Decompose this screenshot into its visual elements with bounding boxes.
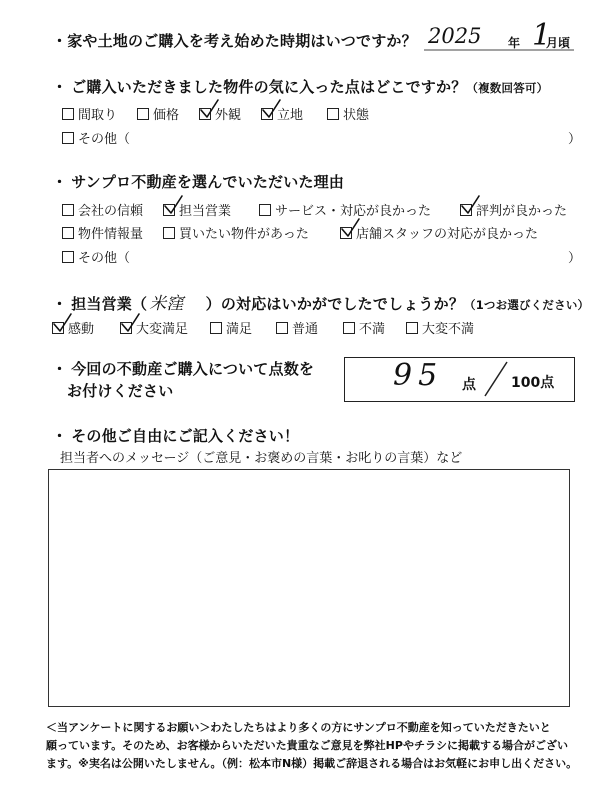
checkbox-other[interactable] [62, 251, 74, 263]
option-label: 不満 [359, 322, 386, 337]
checkmark-icon [261, 99, 281, 119]
checkmark-icon [460, 195, 480, 215]
option-label: 満足 [226, 322, 253, 337]
question-text: サンプロ不動産を選んでいただいた理由 [71, 173, 345, 191]
checkbox[interactable] [163, 227, 175, 239]
checkbox[interactable] [406, 322, 418, 334]
option-q4-4[interactable] [343, 318, 385, 337]
question-score: ・ 今回の不動産ご購入について点数を [52, 360, 315, 378]
option-label: 感動 [68, 322, 95, 337]
question-score-line2: お付けください [67, 382, 174, 400]
option-label: 買いたい物件があった [179, 227, 309, 242]
checkbox-checked[interactable] [340, 227, 352, 239]
other-close-paren: ） [568, 251, 582, 266]
option-label: 外観 [215, 108, 242, 123]
checkbox[interactable] [259, 204, 271, 216]
checkbox-checked[interactable] [52, 322, 64, 334]
option-label: 物件情報量 [78, 227, 144, 242]
other-close-paren: ） [568, 132, 582, 147]
question-liked-points: ・ ご購入いただきました物件の気に入った点はどこですか？（複数回答可） [52, 78, 549, 96]
question-note: （複数回答可） [466, 81, 549, 95]
answer-underline [424, 48, 574, 52]
checkbox-checked[interactable] [163, 204, 175, 216]
option-q4-5[interactable] [406, 318, 474, 337]
option-q3-1[interactable] [163, 200, 231, 219]
option-q4-2[interactable] [210, 318, 252, 337]
option-label: 価格 [153, 108, 180, 123]
option-label: サービス・対応が良かった [275, 204, 432, 219]
checkmark-icon [120, 313, 140, 333]
score-unit: 点 [462, 377, 476, 393]
option-q3-0[interactable] [62, 200, 143, 219]
question-text: ご購入いただきました物件の気に入った点はどこですか？ [71, 78, 467, 96]
year-answer [428, 24, 510, 50]
option-label: 状態 [343, 108, 370, 123]
score-max: 100点 [511, 375, 555, 391]
option-label: 大変不満 [422, 322, 475, 337]
option-q4-1[interactable] [120, 318, 188, 337]
option-label: 店舗スタッフの対応が良かった [356, 227, 539, 242]
option-q2-2[interactable] [199, 104, 241, 123]
comment-box[interactable] [48, 469, 570, 707]
option-q3-6[interactable] [340, 223, 538, 242]
checkbox-other[interactable] [62, 132, 74, 144]
checkmark-icon [199, 99, 219, 119]
option-q2-1[interactable] [137, 104, 179, 123]
option-label: 立地 [277, 108, 304, 123]
checkmark-icon [52, 313, 72, 333]
question-staff-satisfaction: ・ 担当営業（ 米窪 ）の対応はいかがでしたでしょうか？（1つお選びください） [52, 294, 590, 314]
footer-notice: ＜当アンケートに関するお願い＞わたしたちはより多くの方にサンプロ不動産を知っていただきたいと 願っています。そのため、お客様からいただいた貴重なご意見を弊社HPやチラシに掲載する場合がござい ます。※実名は公開いたしません。（例：松本市N様）掲載ご辞退される場合はお気軽にお申し出ください。 [46, 721, 578, 770]
option-label: 大変満足 [136, 322, 189, 337]
score-value: 95 [393, 358, 444, 393]
question-reason: ・ サンプロ不動産を選んでいただいた理由 [52, 173, 345, 191]
checkbox[interactable] [276, 322, 288, 334]
checkmark-icon [340, 218, 360, 238]
option-q2-other[interactable]: その他（ [62, 128, 130, 147]
option-q3-4[interactable] [62, 223, 143, 242]
checkbox[interactable] [343, 322, 355, 334]
option-q3-3[interactable] [460, 200, 567, 219]
staff-name: 米窪 [149, 294, 184, 314]
option-q2-4[interactable] [327, 104, 369, 123]
checkbox[interactable] [210, 322, 222, 334]
option-q3-other[interactable]: その他（ [62, 247, 130, 266]
checkbox[interactable] [327, 108, 339, 120]
year-value: 2025 [428, 24, 482, 48]
year-unit: 年 [508, 36, 521, 50]
question-free-comment: ・ その他ご自由にご記入ください！ [52, 427, 300, 445]
checkbox[interactable] [62, 108, 74, 120]
checkbox-checked[interactable] [120, 322, 132, 334]
option-q3-5[interactable] [163, 223, 309, 242]
option-label: 間取り [78, 108, 118, 123]
option-label: 評判が良かった [476, 204, 568, 219]
month-unit: 月頃 [546, 36, 571, 50]
score-box[interactable] [344, 357, 575, 402]
checkmark-icon [163, 195, 183, 215]
question-free-comment-sub: 担当者へのメッセージ（ご意見・お褒めの言葉・お叱りの言葉）など [60, 451, 463, 466]
slash-divider [483, 360, 509, 398]
option-q4-0[interactable] [52, 318, 94, 337]
option-label: 担当営業 [179, 204, 232, 219]
question-text: 家や土地のご購入を考え始めた時期はいつですか？ [67, 32, 417, 50]
option-q4-3[interactable] [276, 318, 318, 337]
question-note: （1つお選びください） [464, 298, 590, 312]
option-q2-0[interactable] [62, 104, 117, 123]
option-label: 会社の信頼 [78, 204, 144, 219]
checkbox-checked[interactable] [460, 204, 472, 216]
checkbox[interactable] [62, 227, 74, 239]
option-label: 普通 [292, 322, 319, 337]
checkbox[interactable] [137, 108, 149, 120]
checkbox-checked[interactable] [261, 108, 273, 120]
checkbox[interactable] [62, 204, 74, 216]
option-q3-2[interactable] [259, 200, 431, 219]
question-start-period: ・家や土地のご購入を考え始めた時期はいつですか？ [52, 32, 417, 50]
month-value: 1 [532, 18, 552, 53]
option-q2-3[interactable] [261, 104, 303, 123]
checkbox-checked[interactable] [199, 108, 211, 120]
